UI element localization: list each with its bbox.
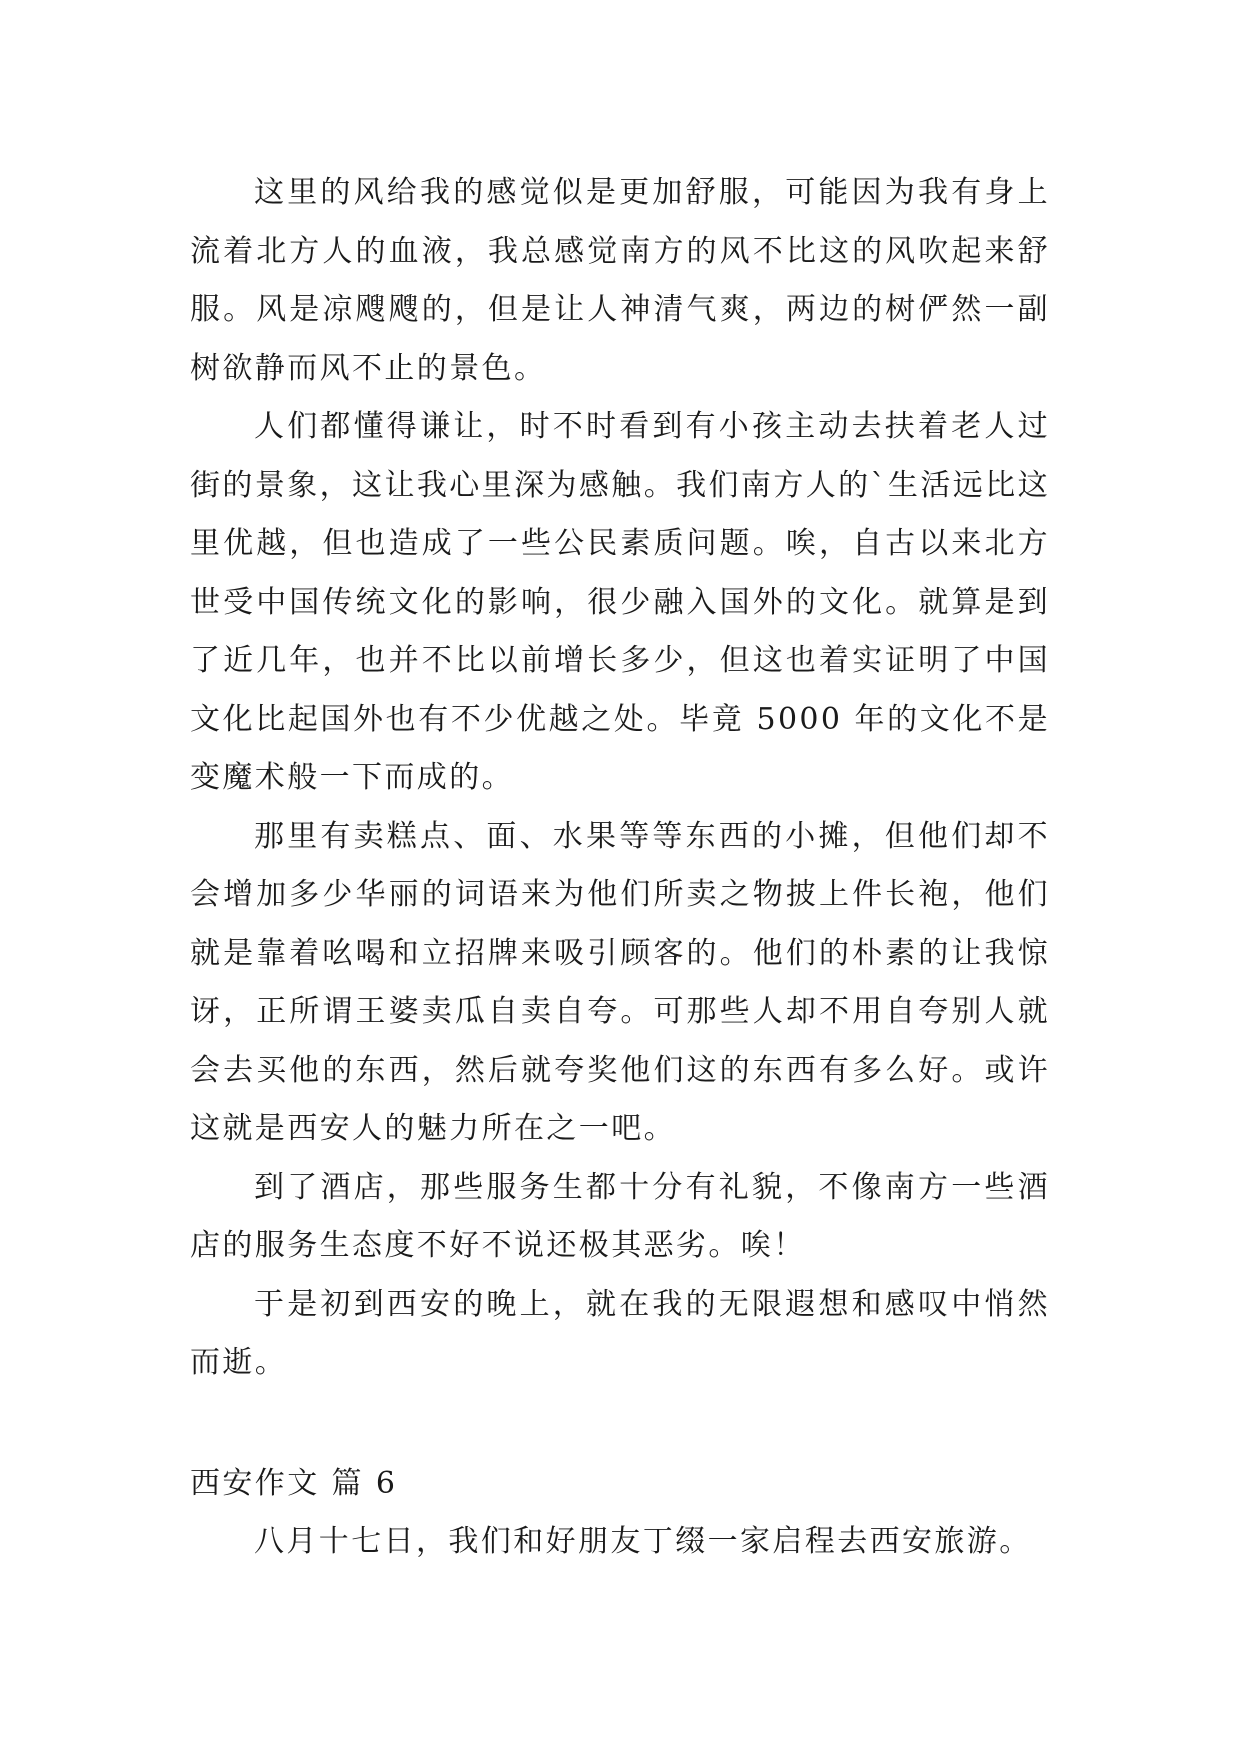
paragraph-hotel: 到了酒店，那些服务生都十分有礼貌，不像南方一些酒店的服务生态度不好不说还极其恶劣。唉！ (190, 1169, 1050, 1263)
paragraph-courtesy: 人们都懂得谦让，时不时看到有小孩主动去扶着老人过街的景象，这让我心里深为感触。我们南方人的`生活远比这里优越，但也造成了一些公民素质问题。唉，自古以来北方世受中国传统文化的影响，很少融入国外的文化。就算是到了近几年，也并不比以前增长多少，但这也着实证明了中国文化比起国外也有不少优越之处。毕竟 5000 年的文化不是变魔术般一下而成的。 (190, 409, 1050, 795)
paragraph-wind: 这里的风给我的感觉似是更加舒服，可能因为我有身上流着北方人的血液，我总感觉南方的风不比这的风吹起来舒服。风是凉飕飕的，但是让人神清气爽，两边的树俨然一副树欲静而风不止的景色。 (190, 175, 1050, 386)
section-heading: 西安作文 篇 6 (190, 1465, 398, 1501)
paragraph-first-night: 于是初到西安的晚上，就在我的无限遐想和感叹中悄然而逝。 (190, 1286, 1050, 1380)
paragraph-street-stalls: 那里有卖糕点、面、水果等等东西的小摊，但他们却不会增加多少华丽的词语来为他们所卖之物披上件长袍，他们就是靠着吆喝和立招牌来吸引顾客的。他们的朴素的让我惊讶，正所谓王婆卖瓜自卖自夸。可那些人却不用自夸别人就会去买他的东西，然后就夸奖他们这的东西有多么好。或许这就是西安人的魅力所在之一吧。 (190, 818, 1050, 1146)
paragraph-section-intro: 八月十七日，我们和好朋友丁缀一家启程去西安旅游。 (254, 1524, 1032, 1559)
document-page (190, 164, 1050, 1572)
